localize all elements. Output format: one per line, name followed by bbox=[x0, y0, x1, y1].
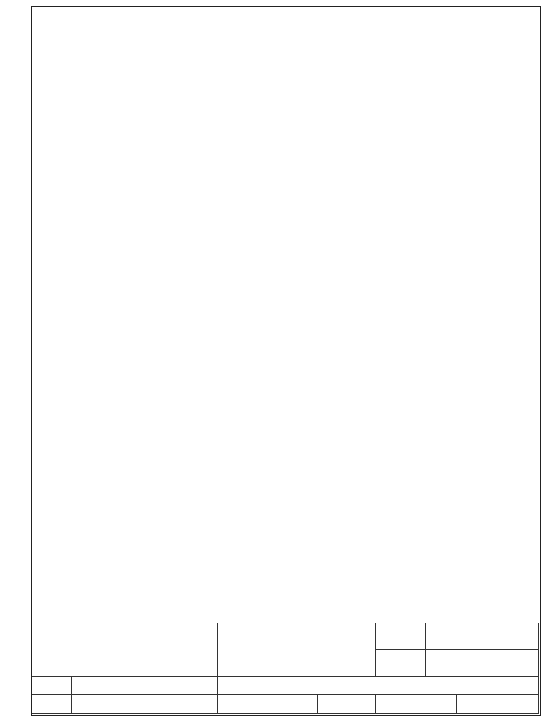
fig-no-label bbox=[376, 650, 426, 677]
std-no-label bbox=[376, 623, 426, 650]
impl-date-value bbox=[318, 695, 376, 714]
std-no bbox=[426, 623, 539, 650]
compile-label bbox=[32, 677, 72, 695]
drawing-sheet bbox=[31, 6, 541, 716]
total-sheets bbox=[376, 695, 457, 714]
fig-no bbox=[426, 650, 539, 677]
figure-grid bbox=[32, 7, 539, 623]
org-name bbox=[32, 623, 218, 677]
approve-label bbox=[32, 695, 72, 714]
compile-org bbox=[72, 677, 218, 695]
approve-org bbox=[72, 695, 218, 714]
title-block bbox=[32, 623, 539, 714]
impl-date-label bbox=[218, 695, 318, 714]
page-sheet bbox=[457, 695, 539, 714]
blank-row bbox=[218, 677, 539, 695]
drawing-title bbox=[218, 623, 376, 677]
